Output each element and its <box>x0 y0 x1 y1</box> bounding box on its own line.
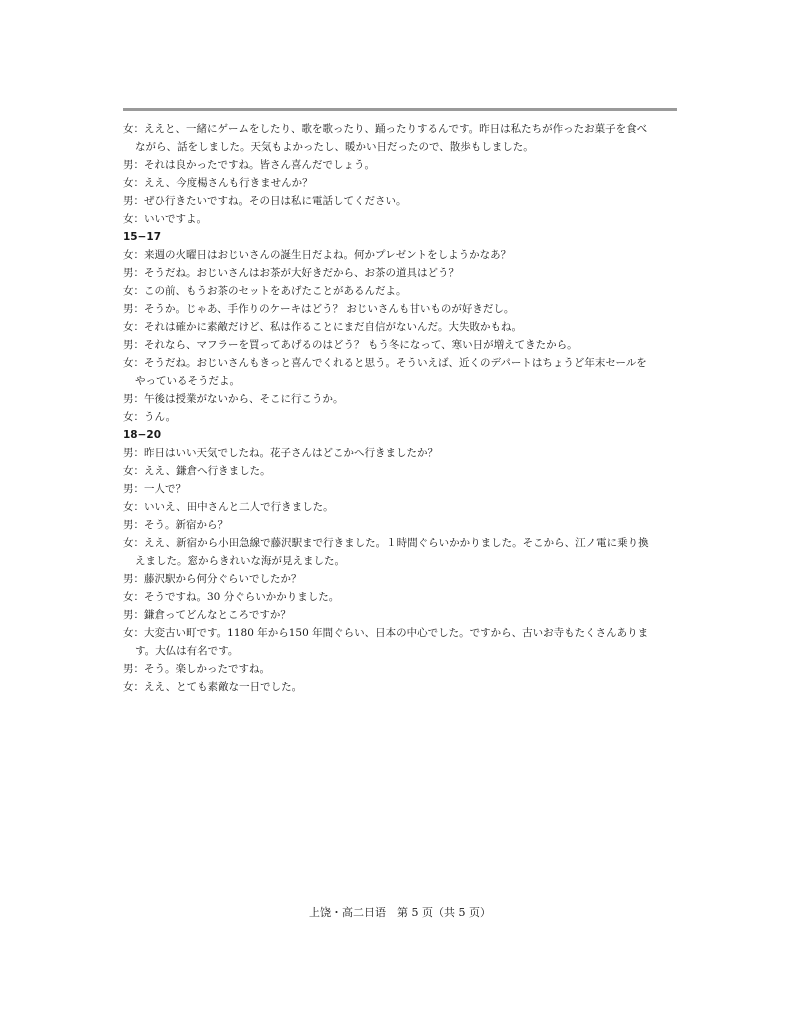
dialogue-text: ぜひ行きたいですね。その日は私に電話してください。 <box>144 195 407 207</box>
speaker-colon: ： <box>133 447 144 459</box>
dialogue-text: そうか。じゃあ、手作りのケーキはどう？ おじいさんも甘いものが好きだし。 <box>144 303 515 315</box>
speaker-colon: ： <box>133 303 144 315</box>
speaker-label: 女 <box>123 411 134 423</box>
speaker-colon: ： <box>133 483 144 495</box>
dialogue-line <box>123 516 683 534</box>
dialogue-continuation: やっているそうだよ。 <box>135 375 240 387</box>
dialogue-text: うん。 <box>144 411 177 423</box>
dialogue-line <box>123 192 683 210</box>
dialogue-text: この前、もうお茶のセットをあげたことがあるんだよ。 <box>144 285 407 297</box>
speaker-label: 女 <box>123 591 134 603</box>
dialogue-line <box>123 390 683 408</box>
dialogue-line <box>123 678 683 696</box>
speaker-colon: ： <box>133 357 144 369</box>
speaker-colon: ： <box>133 249 144 261</box>
page-footer: 上饶・高二日语 第 5 页（共 5 页） <box>309 906 491 919</box>
dialogue-line <box>123 624 683 642</box>
speaker-label: 男 <box>123 303 134 315</box>
speaker-label: 女 <box>123 465 134 477</box>
speaker-label: 男 <box>123 609 134 621</box>
speaker-label: 女 <box>123 321 134 333</box>
dialogue-text: そうだね。おじいさんもきっと喜んでくれると思う。そういえば、近くのデパートはちょうど年末セールを <box>144 357 647 369</box>
speaker-colon: ： <box>133 591 144 603</box>
speaker-colon: ： <box>133 573 144 585</box>
header-rule <box>123 108 677 111</box>
dialogue-line <box>123 570 683 588</box>
dialogue-text: そうですね。30 分ぐらいかかりました。 <box>144 591 340 603</box>
dialogue-line <box>123 606 683 624</box>
speaker-label: 女 <box>123 177 134 189</box>
dialogue-line <box>123 156 683 174</box>
dialogue-text: それは良かったですね。皆さん喜んだでしょう。 <box>144 159 375 171</box>
speaker-label: 男 <box>123 519 134 531</box>
dialogue-text: いいえ、田中さんと二人で行きました。 <box>144 501 334 513</box>
dialogue-text: 午後は授業がないから、そこに行こうか。 <box>144 393 344 405</box>
dialogue-line <box>123 462 683 480</box>
dialogue-text: いいですよ。 <box>144 213 207 225</box>
speaker-colon: ： <box>133 321 144 333</box>
speaker-label: 女 <box>123 501 134 513</box>
speaker-colon: ： <box>133 681 144 693</box>
speaker-colon: ： <box>133 213 144 225</box>
speaker-label: 男 <box>123 447 134 459</box>
dialogue-text: ええ、とても素敵な一日でした。 <box>144 681 303 693</box>
dialogue-text: 大変古い町です。1180 年から150 年間ぐらい、日本の中心でした。ですから、古いお寺もたくさんありま <box>144 627 649 639</box>
speaker-colon: ： <box>133 465 144 477</box>
speaker-label: 男 <box>123 483 134 495</box>
speaker-label: 男 <box>123 159 134 171</box>
speaker-colon: ： <box>133 177 144 189</box>
dialogue-line <box>123 174 683 192</box>
speaker-label: 女 <box>123 285 134 297</box>
section-number: 18−20 <box>123 429 162 441</box>
dialogue-text: ええ、鎌倉へ行きました。 <box>144 465 271 477</box>
dialogue-line <box>123 660 683 678</box>
dialogue-text: ええ、新宿から小田急線で藤沢駅まで行きました。１時間ぐらいかかりました。そこから、江ノ電に乗り換 <box>144 537 649 549</box>
dialogue-line <box>123 498 683 516</box>
dialogue-line <box>123 588 683 606</box>
dialogue-text: それは確かに素敵だけど、私は作ることにまだ自信がないんだ。大失敗かもね。 <box>144 321 522 333</box>
dialogue-line <box>123 282 683 300</box>
dialogue-text: そうだね。おじいさんはお茶が大好きだから、お茶の道具はどう？ <box>144 267 459 279</box>
dialogue-line <box>123 264 683 282</box>
dialogue-line <box>123 210 683 228</box>
dialogue-text: 来週の火曜日はおじいさんの誕生日だよね。何かプレゼントをしようかなあ？ <box>144 249 512 261</box>
speaker-label: 女 <box>123 213 134 225</box>
dialogue-line <box>123 480 683 498</box>
dialogue-text: 昨日はいい天気でしたね。花子さんはどこかへ行きましたか？ <box>144 447 438 459</box>
dialogue-text: ええ、今度楊さんも行きませんか？ <box>144 177 313 189</box>
dialogue-continuation: す。大仏は有名です。 <box>135 645 239 657</box>
speaker-label: 男 <box>123 663 134 675</box>
speaker-label: 男 <box>123 267 134 279</box>
dialogue-line <box>123 408 683 426</box>
section-number: 15−17 <box>123 231 162 243</box>
dialogue-line <box>123 534 683 552</box>
speaker-label: 女 <box>123 627 134 639</box>
dialogue-continuation: ながら、話をしました。天気もよかったし、暖かい日だったので、散歩もしました。 <box>135 141 534 153</box>
dialogue-line <box>123 300 683 318</box>
speaker-colon: ： <box>133 609 144 621</box>
speaker-colon: ： <box>133 123 144 135</box>
speaker-label: 男 <box>123 339 134 351</box>
speaker-label: 女 <box>123 123 134 135</box>
speaker-label: 女 <box>123 537 134 549</box>
dialogue-text: 藤沢駅から何分ぐらいでしたか？ <box>144 573 302 585</box>
dialogue-continuation: えました。窓からきれいな海が見えました。 <box>135 555 345 567</box>
speaker-label: 女 <box>123 357 134 369</box>
speaker-colon: ： <box>133 519 144 531</box>
speaker-label: 女 <box>123 249 134 261</box>
dialogue-transcript <box>123 120 683 696</box>
dialogue-text: 鎌倉ってどんなところですか？ <box>144 609 291 621</box>
speaker-colon: ： <box>133 501 144 513</box>
dialogue-line <box>123 444 683 462</box>
dialogue-line <box>123 354 683 372</box>
dialogue-text: そう。新宿から？ <box>144 519 228 531</box>
speaker-colon: ： <box>133 537 144 549</box>
speaker-colon: ： <box>133 393 144 405</box>
dialogue-text: そう。楽しかったですね。 <box>144 663 270 675</box>
speaker-label: 男 <box>123 393 134 405</box>
speaker-colon: ： <box>133 195 144 207</box>
speaker-colon: ： <box>133 159 144 171</box>
dialogue-text: ええと、一緒にゲームをしたり、歌を歌ったり、踊ったりするんです。昨日は私たちが作ったお菓子を食べ <box>144 123 648 135</box>
speaker-label: 男 <box>123 573 134 585</box>
speaker-colon: ： <box>133 339 144 351</box>
speaker-colon: ： <box>133 663 144 675</box>
speaker-colon: ： <box>133 411 144 423</box>
dialogue-line <box>123 120 683 138</box>
dialogue-line <box>123 336 683 354</box>
speaker-colon: ： <box>133 267 144 279</box>
dialogue-text: 一人で？ <box>144 483 186 495</box>
dialogue-text: それなら、マフラーを買ってあげるのはどう？ もう冬になって、寒い日が増えてきたから。 <box>144 339 578 351</box>
speaker-label: 女 <box>123 681 134 693</box>
dialogue-line <box>123 246 683 264</box>
speaker-colon: ： <box>133 627 144 639</box>
speaker-label: 男 <box>123 195 134 207</box>
speaker-colon: ： <box>133 285 144 297</box>
dialogue-line <box>123 318 683 336</box>
